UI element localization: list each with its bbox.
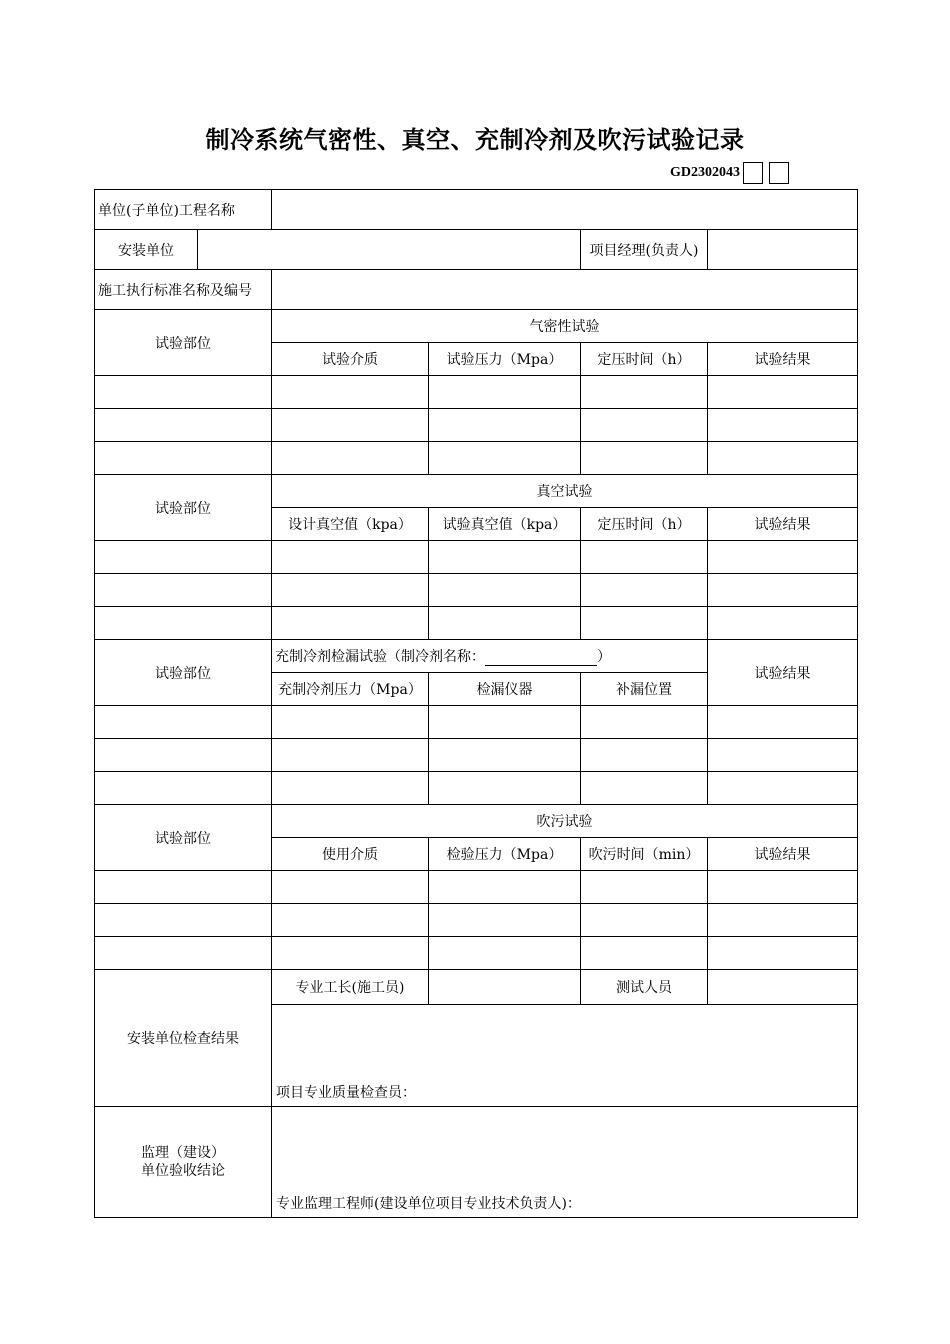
blowdown-cell[interactable]	[272, 904, 429, 937]
vacuum-cell[interactable]	[581, 541, 708, 574]
airtight-row	[95, 376, 858, 409]
blowdown-row	[95, 937, 858, 970]
vacuum-cell[interactable]	[429, 574, 581, 607]
refrigerant-cell[interactable]	[272, 739, 429, 772]
blowdown-col-result: 试验结果	[708, 838, 858, 871]
blowdown-cell[interactable]	[429, 904, 581, 937]
install-unit-label: 安装单位	[95, 230, 198, 270]
blowdown-cell[interactable]	[272, 871, 429, 904]
refrigerant-cell[interactable]	[429, 739, 581, 772]
install-check-label: 安装单位检查结果	[95, 970, 272, 1107]
refrigerant-cell[interactable]	[581, 706, 708, 739]
inspector-label[interactable]: 项目专业质量检查员：	[272, 1005, 858, 1107]
code-box-2[interactable]	[769, 162, 789, 184]
refrigerant-cell[interactable]	[429, 706, 581, 739]
airtight-col-time: 定压时间（h）	[581, 343, 708, 376]
blowdown-col-medium: 使用介质	[272, 838, 429, 871]
airtight-cell[interactable]	[429, 376, 581, 409]
supervision-label-line2: 单位验收结论	[141, 1163, 225, 1179]
refrigerant-cell[interactable]	[581, 739, 708, 772]
refrigerant-cell[interactable]	[708, 706, 858, 739]
airtight-col-result: 试验结果	[708, 343, 858, 376]
airtight-cell[interactable]	[708, 376, 858, 409]
blowdown-col-pressure: 检验压力（Mpa）	[429, 838, 581, 871]
install-unit-field[interactable]	[198, 230, 581, 270]
refrigerant-cell[interactable]	[272, 706, 429, 739]
page-title: 制冷系统气密性、真空、充制冷剂及吹污试验记录	[205, 125, 745, 154]
refrigerant-cell[interactable]	[429, 772, 581, 805]
airtight-cell[interactable]	[95, 442, 272, 475]
refrigerant-col-instrument: 检漏仪器	[429, 673, 581, 706]
vacuum-cell[interactable]	[95, 574, 272, 607]
vacuum-cell[interactable]	[429, 541, 581, 574]
refrigerant-cell[interactable]	[581, 772, 708, 805]
refrigerant-title-prefix: 充制冷剂检漏试验（制冷剂名称：	[275, 649, 485, 665]
refrigerant-part-label: 试验部位	[95, 640, 272, 706]
vacuum-cell[interactable]	[272, 607, 429, 640]
airtight-cell[interactable]	[581, 376, 708, 409]
blowdown-cell[interactable]	[272, 937, 429, 970]
supervision-label	[95, 1107, 272, 1218]
vacuum-row	[95, 574, 858, 607]
airtight-col-pressure: 试验压力（Mpa）	[429, 343, 581, 376]
refrigerant-cell[interactable]	[708, 772, 858, 805]
standard-field[interactable]	[272, 270, 858, 310]
airtight-cell[interactable]	[272, 409, 429, 442]
airtight-cell[interactable]	[272, 376, 429, 409]
blowdown-row	[95, 904, 858, 937]
refrigerant-cell[interactable]	[95, 772, 272, 805]
refrigerant-section-title	[272, 640, 708, 673]
code-box-1[interactable]	[743, 162, 763, 184]
tester-label: 测试人员	[581, 970, 708, 1005]
blowdown-part-label: 试验部位	[95, 805, 272, 871]
vacuum-col-test: 试验真空值（kpa）	[429, 508, 581, 541]
blowdown-row	[95, 871, 858, 904]
refrigerant-col-pressure: 充制冷剂压力（Mpa）	[272, 673, 429, 706]
form-code-line	[670, 160, 792, 186]
refrigerant-row	[95, 739, 858, 772]
blowdown-section-title: 吹污试验	[272, 805, 858, 838]
project-name-field[interactable]	[272, 190, 858, 230]
airtight-cell[interactable]	[272, 442, 429, 475]
vacuum-cell[interactable]	[95, 541, 272, 574]
vacuum-cell[interactable]	[708, 574, 858, 607]
blowdown-cell[interactable]	[708, 937, 858, 970]
blowdown-cell[interactable]	[95, 937, 272, 970]
airtight-row	[95, 409, 858, 442]
blowdown-cell[interactable]	[708, 904, 858, 937]
airtight-cell[interactable]	[708, 409, 858, 442]
blowdown-cell[interactable]	[95, 904, 272, 937]
foreman-field[interactable]	[429, 970, 581, 1005]
vacuum-cell[interactable]	[708, 607, 858, 640]
airtight-cell[interactable]	[429, 409, 581, 442]
refrigerant-cell[interactable]	[95, 739, 272, 772]
blowdown-cell[interactable]	[581, 871, 708, 904]
vacuum-cell[interactable]	[581, 574, 708, 607]
refrigerant-col-position: 补漏位置	[581, 673, 708, 706]
foreman-label: 专业工长(施工员)	[272, 970, 429, 1005]
vacuum-col-design: 设计真空值（kpa）	[272, 508, 429, 541]
vacuum-cell[interactable]	[429, 607, 581, 640]
airtight-section-title: 气密性试验	[272, 310, 858, 343]
refrigerant-col-result: 试验结果	[708, 640, 858, 706]
refrigerant-cell[interactable]	[708, 739, 858, 772]
airtight-cell[interactable]	[95, 409, 272, 442]
form-code: GD2302043	[670, 165, 740, 180]
blowdown-cell[interactable]	[429, 937, 581, 970]
vacuum-cell[interactable]	[272, 574, 429, 607]
refrigerant-row	[95, 706, 858, 739]
blowdown-cell[interactable]	[581, 937, 708, 970]
supervision-label-line1: 监理（建设）	[141, 1145, 225, 1161]
blowdown-cell[interactable]	[95, 871, 272, 904]
supervision-engineer-label[interactable]: 专业监理工程师(建设单位项目专业技术负责人)：	[272, 1107, 858, 1218]
refrigerant-cell[interactable]	[272, 772, 429, 805]
vacuum-col-result: 试验结果	[708, 508, 858, 541]
airtight-cell[interactable]	[429, 442, 581, 475]
vacuum-col-time: 定压时间（h）	[581, 508, 708, 541]
vacuum-cell[interactable]	[272, 541, 429, 574]
blowdown-cell[interactable]	[581, 904, 708, 937]
vacuum-cell[interactable]	[95, 607, 272, 640]
standard-label: 施工执行标准名称及编号	[95, 270, 272, 310]
vacuum-row	[95, 607, 858, 640]
refrigerant-cell[interactable]	[95, 706, 272, 739]
blowdown-col-time: 吹污时间（min）	[581, 838, 708, 871]
vacuum-row	[95, 541, 858, 574]
airtight-part-label: 试验部位	[95, 310, 272, 376]
project-name-label: 单位(子单位)工程名称	[95, 190, 272, 230]
vacuum-section-title: 真空试验	[272, 475, 858, 508]
blowdown-cell[interactable]	[708, 871, 858, 904]
airtight-cell[interactable]	[95, 376, 272, 409]
refrigerant-name-blank[interactable]	[485, 651, 597, 666]
vacuum-cell[interactable]	[581, 607, 708, 640]
airtight-row	[95, 442, 858, 475]
airtight-cell[interactable]	[581, 442, 708, 475]
vacuum-part-label: 试验部位	[95, 475, 272, 541]
refrigerant-title-suffix: ）	[597, 649, 611, 665]
project-manager-field[interactable]	[708, 230, 858, 270]
record-form-table	[94, 189, 858, 1218]
project-manager-label: 项目经理(负责人)	[581, 230, 708, 270]
airtight-col-medium: 试验介质	[272, 343, 429, 376]
tester-field[interactable]	[708, 970, 858, 1005]
airtight-cell[interactable]	[581, 409, 708, 442]
refrigerant-row	[95, 772, 858, 805]
blowdown-cell[interactable]	[429, 871, 581, 904]
airtight-cell[interactable]	[708, 442, 858, 475]
vacuum-cell[interactable]	[708, 541, 858, 574]
